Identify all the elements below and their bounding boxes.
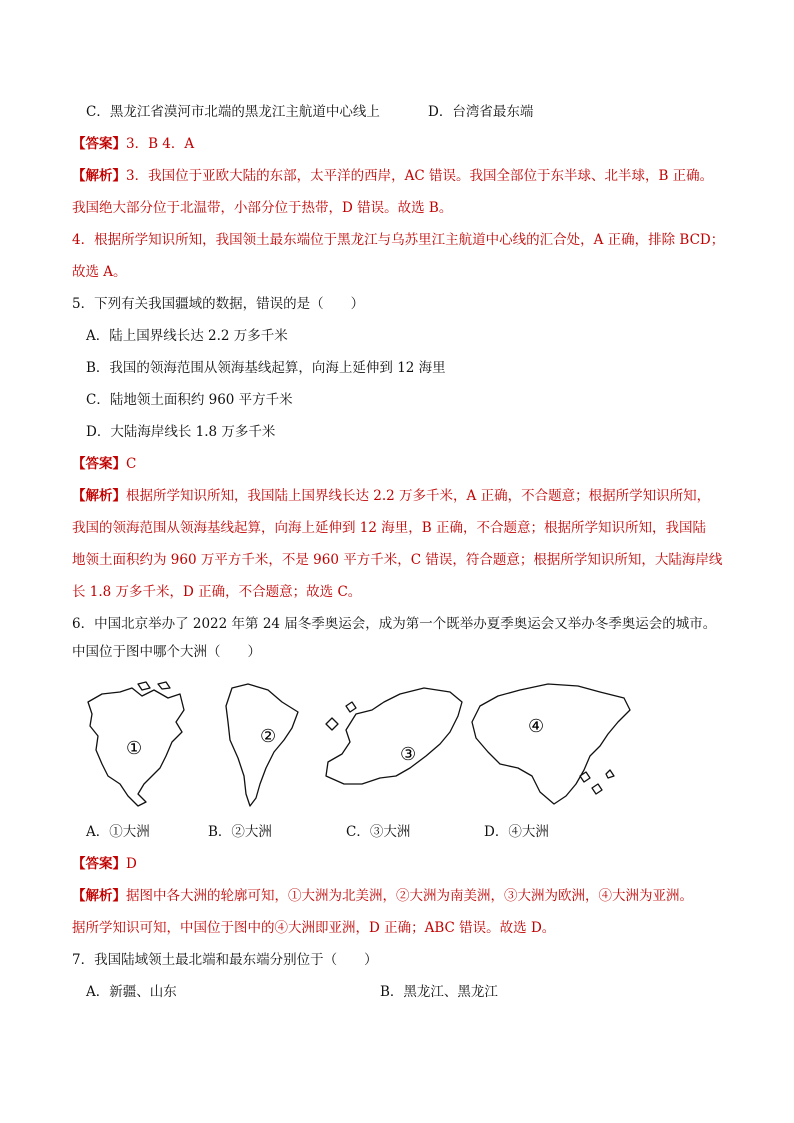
asia-outline [472, 684, 630, 804]
map-label-4: ④ [528, 716, 545, 737]
answer-text: 3．B 4．A [126, 136, 195, 152]
q5-option-a[interactable]: A．陆上国界线长达 2.2 万多千米 [86, 328, 288, 344]
map-label-3: ③ [400, 744, 417, 765]
explanation-5-line-2: 我国的领海范围从领海基线起算，向海上延伸到 12 海里，B 正确，不合题意；根据所学知识所知，我国陆 [72, 520, 706, 536]
q5-stem: 5．下列有关我国疆域的数据，错误的是（ ） [72, 296, 365, 312]
q7-option-a[interactable]: A．新疆、山东 [86, 984, 177, 1000]
q6-option-d[interactable]: D．④大洲 [484, 824, 549, 840]
north-america-islands [138, 682, 170, 690]
explanation-3-line-1: 【解析】3．我国位于亚欧大陆的东部，太平洋的西岸，AC 错误。我国全部位于东半球、北半球，B 正确。 [72, 168, 714, 184]
q5-option-b[interactable]: B．我国的领海范围从领海基线起算，向海上延伸到 12 海里 [86, 360, 446, 376]
explanation-4-line-1: 4．根据所学知识所知，我国领土最东端位于黑龙江与乌苏里江主航道中心线的汇合处，A 正确，排除 BCD； [72, 232, 725, 248]
explanation-5-line-1: 【解析】根据所学知识所知，我国陆上国界线长达 2.2 万多千米，A 正确，不合题意；根据所学知识所知， [72, 488, 711, 504]
answer-6: 【答案】D [72, 856, 137, 872]
explanation-5-line-3: 地领土面积约为 960 万平方千米，不是 960 平方千米，C 错误，符合题意；根据所学知识所知，大陆海岸线 [72, 552, 723, 568]
answer-tag: 【答案】 [72, 136, 126, 152]
answer-5: 【答案】C [72, 456, 137, 472]
explanation-3-line-2: 我国绝大部分位于北温带，小部分位于热带，D 错误。故选 B。 [72, 200, 453, 216]
map-label-1: ① [126, 738, 143, 759]
explanation-5-line-4: 长 1.8 万多千米，D 正确，不合题意；故选 C。 [72, 584, 362, 600]
europe-outline [326, 688, 462, 784]
explanation-6-line-1: 【解析】据图中各大洲的轮廓可知，①大洲为北美洲，②大洲为南美洲，③大洲为欧洲，④大洲为亚洲。 [72, 888, 693, 904]
q4-option-c[interactable]: C．黑龙江省漠河市北端的黑龙江主航道中心线上 [86, 104, 380, 120]
q6-stem-line-2: 中国位于图中哪个大洲（ ） [72, 644, 261, 660]
q7-stem: 7．我国陆域领土最北端和最东端分别位于（ ） [72, 952, 378, 968]
q6-option-a[interactable]: A．①大洲 [86, 824, 150, 840]
explanation-tag: 【解析】 [72, 168, 126, 184]
explanation-4-line-2: 故选 A。 [72, 264, 127, 280]
q6-stem-line-1: 6．中国北京举办了 2022 年第 24 届冬季奥运会，成为第一个既举办夏季奥运会又举办冬季奥运会的城市。 [72, 616, 717, 632]
q6-option-c[interactable]: C．③大洲 [346, 824, 411, 840]
q6-option-b[interactable]: B．②大洲 [208, 824, 272, 840]
q7-option-b[interactable]: B．黑龙江、黑龙江 [380, 984, 498, 1000]
q5-option-c[interactable]: C．陆地领土面积约 960 平方千米 [86, 392, 293, 408]
q4-option-d[interactable]: D．台湾省最东端 [428, 104, 534, 120]
continents-figure [80, 680, 640, 810]
asia-islands [580, 770, 614, 794]
answer-3-4 [72, 134, 194, 154]
q5-option-d[interactable]: D．大陆海岸线长 1.8 万多千米 [86, 424, 276, 440]
map-label-2: ② [260, 726, 277, 747]
explanation-6-line-2: 据所学知识可知，中国位于图中的④大洲即亚洲，D 正确；ABC 错误。故选 D。 [72, 920, 556, 936]
europe-islands [326, 702, 356, 730]
